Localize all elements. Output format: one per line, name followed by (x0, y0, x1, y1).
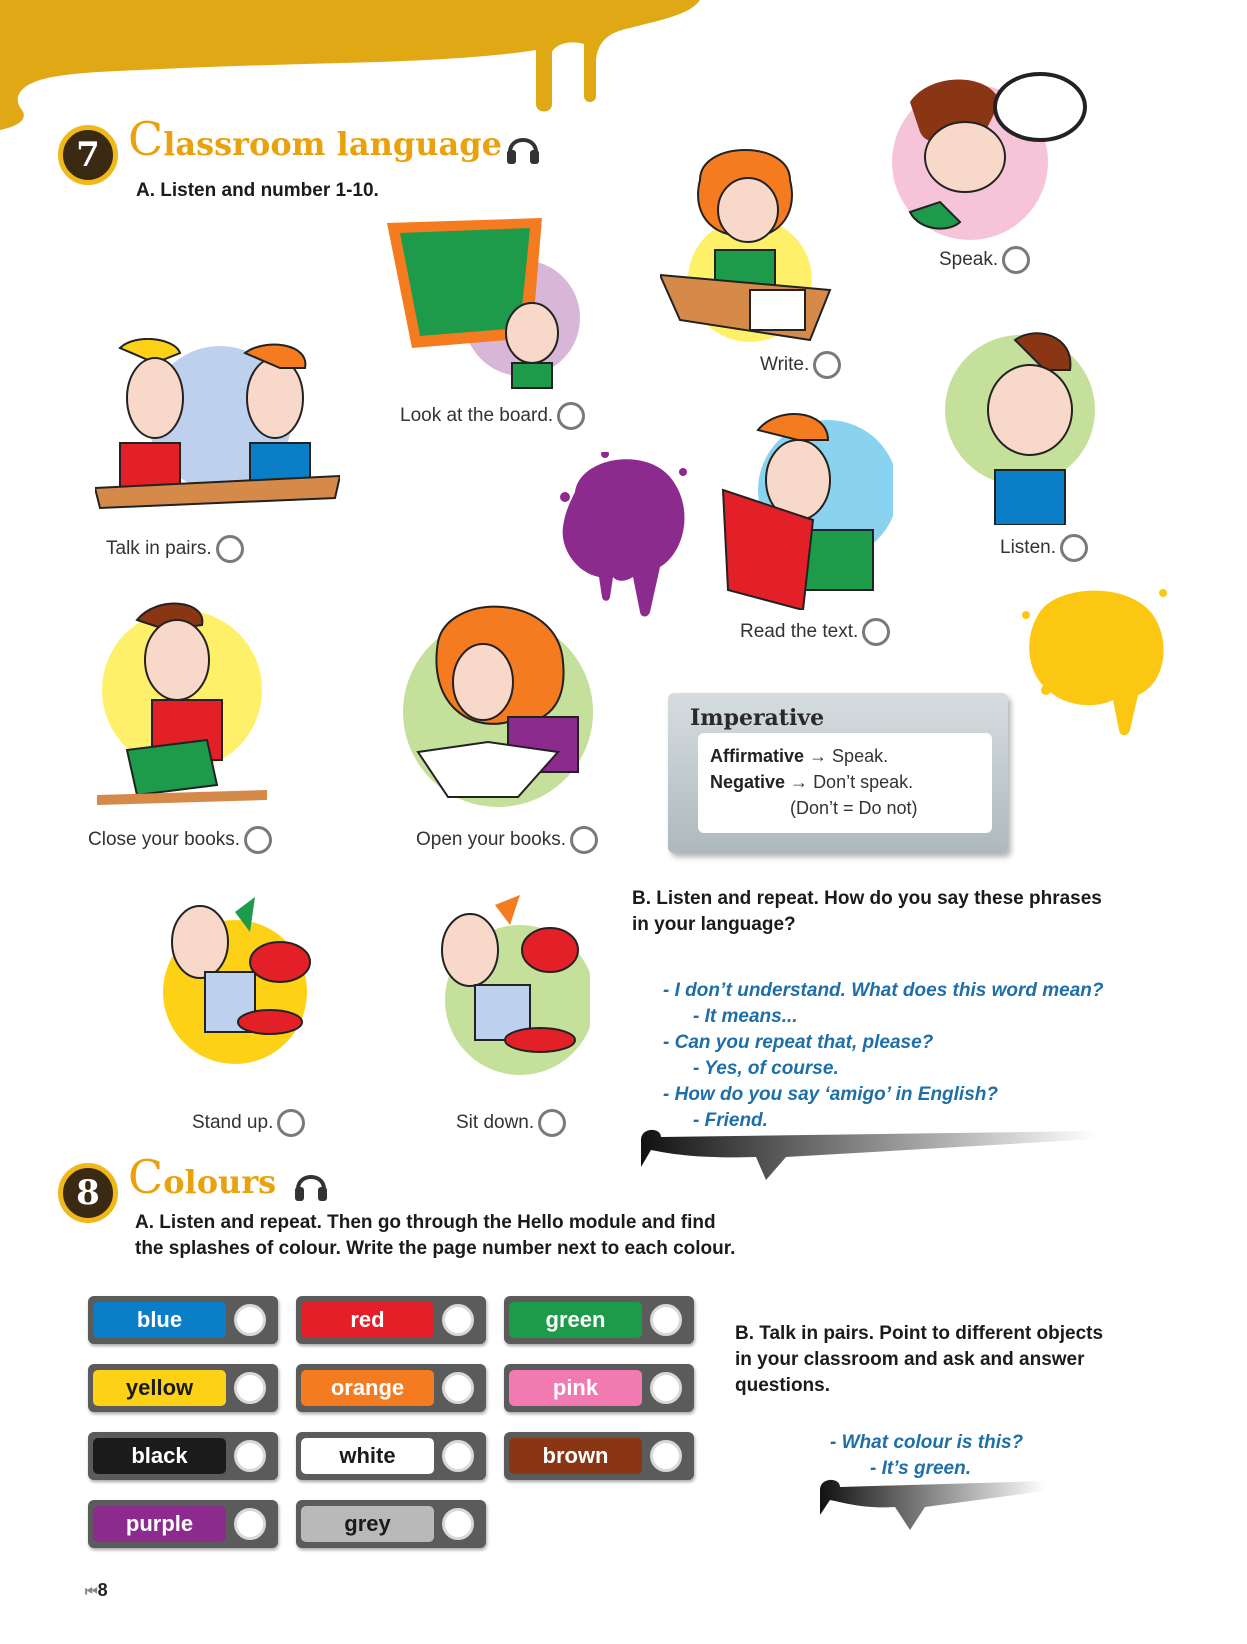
colour-chip-black (88, 1432, 278, 1480)
imperative-note: (Don’t = Do not) (790, 798, 918, 818)
dialogue-line: - It means... (693, 1006, 798, 1027)
speech-bubble-tail (636, 1125, 1096, 1185)
page-footer (85, 1580, 108, 1601)
negative-label: Negative (710, 772, 786, 792)
imperative-grammar-box (668, 693, 1008, 853)
colour-chip-brown (504, 1432, 694, 1480)
instruction-line: in your classroom and ask and answer (735, 1349, 1085, 1370)
imperative-title: Imperative (690, 705, 825, 731)
item-label: Listen. (1000, 537, 1056, 559)
colour-chip-red (296, 1296, 486, 1344)
affirmative-example: Speak. (832, 746, 889, 766)
read-the-text-label (740, 618, 890, 646)
answer-circle[interactable] (442, 1372, 474, 1404)
colour-chip-purple (88, 1500, 278, 1548)
open-your-books-label (416, 826, 598, 854)
imperative-content (698, 733, 992, 833)
section-7-number-badge (58, 125, 118, 185)
colour-name: red (301, 1302, 434, 1338)
rewind-icon[interactable]: ⏮ (85, 1583, 98, 1599)
answer-circle[interactable] (442, 1440, 474, 1472)
dialogue-line: - Yes, of course. (693, 1058, 839, 1079)
answer-circle[interactable] (234, 1372, 266, 1404)
headphones-icon[interactable] (293, 1165, 329, 1205)
answer-circle[interactable] (650, 1372, 682, 1404)
answer-circle[interactable] (538, 1109, 566, 1137)
instruction-line: questions. (735, 1375, 831, 1396)
dialogue-line: - Friend. (693, 1110, 768, 1131)
dialogue-7b (663, 978, 1104, 1134)
instruction-8b (735, 1321, 1103, 1399)
colour-chip-pink (504, 1364, 694, 1412)
item-label: Read the text. (740, 621, 859, 643)
colour-name: blue (93, 1302, 226, 1338)
title-initial: C (128, 112, 164, 166)
answer-circle[interactable] (277, 1109, 305, 1137)
read-the-text-illustration (718, 410, 893, 610)
section-8-title (128, 1150, 276, 1204)
speak-illustration (870, 62, 1090, 242)
answer-circle[interactable] (216, 535, 244, 563)
instruction-line: B. Talk in pairs. Point to different objects (735, 1323, 1104, 1344)
answer-circle[interactable] (234, 1440, 266, 1472)
write-label (760, 351, 841, 379)
colour-chip-white (296, 1432, 486, 1480)
section-7-title (128, 112, 502, 166)
item-label: Close your books. (88, 829, 241, 851)
instruction-7b (632, 886, 1102, 938)
answer-circle[interactable] (570, 826, 598, 854)
instruction-line: B. Listen and repeat. How do you say these phrases (632, 888, 1102, 909)
affirmative-label: Affirmative (710, 746, 805, 766)
colour-chip-yellow (88, 1364, 278, 1412)
stand-up-illustration (155, 892, 315, 1092)
item-label: Stand up. (192, 1112, 274, 1134)
answer-circle[interactable] (1002, 246, 1030, 274)
open-your-books-illustration (388, 602, 603, 807)
write-illustration (660, 140, 840, 350)
answer-circle[interactable] (557, 402, 585, 430)
sit-down-label (456, 1109, 566, 1137)
colour-name: green (509, 1302, 642, 1338)
answer-circle[interactable] (1060, 534, 1088, 562)
colour-chip-orange (296, 1364, 486, 1412)
sit-down-illustration (425, 890, 590, 1090)
item-label: Speak. (939, 249, 999, 271)
instruction-8a (135, 1210, 735, 1262)
colour-name: orange (301, 1370, 434, 1406)
item-label: Talk in pairs. (106, 538, 212, 560)
page-number: 8 (97, 1580, 108, 1600)
colour-name: black (93, 1438, 226, 1474)
answer-circle[interactable] (234, 1304, 266, 1336)
listen-illustration (945, 330, 1105, 525)
speech-bubble-tail (815, 1475, 1045, 1535)
section-8-number-badge (58, 1163, 118, 1223)
colour-name: purple (93, 1506, 226, 1542)
answer-circle[interactable] (650, 1440, 682, 1472)
close-your-books-label (88, 826, 272, 854)
colour-name: white (301, 1438, 434, 1474)
negative-line: Negative → Don’t speak. (710, 772, 914, 792)
answer-circle[interactable] (244, 826, 272, 854)
item-label: Look at the board. (400, 405, 554, 427)
speak-label (939, 246, 1030, 274)
stand-up-label (192, 1109, 305, 1137)
colour-name: grey (301, 1506, 434, 1542)
answer-circle[interactable] (442, 1508, 474, 1540)
title-rest: olours (163, 1163, 277, 1201)
answer-circle[interactable] (862, 618, 890, 646)
dialogue-line: - Can you repeat that, please? (663, 1032, 934, 1053)
title-initial: C (128, 1150, 164, 1204)
dialogue-line: - I don’t understand. What does this word mean? (663, 980, 1104, 1001)
answer-circle[interactable] (650, 1304, 682, 1336)
colour-chip-grey (296, 1500, 486, 1548)
colour-chip-green (504, 1296, 694, 1344)
board-illustration (382, 218, 602, 398)
instruction-7a: A. Listen and number 1-10. (136, 180, 379, 201)
talk-in-pairs-illustration (95, 338, 340, 518)
instruction-line: the splashes of colour. Write the page number next to each colour. (135, 1238, 736, 1259)
section-number: 7 (76, 135, 100, 175)
item-label: Open your books. (416, 829, 566, 851)
title-rest: lassroom language (163, 125, 502, 163)
close-your-books-illustration (97, 600, 267, 810)
item-label: Sit down. (456, 1112, 535, 1134)
colour-chip-blue (88, 1296, 278, 1344)
instruction-line: in your language? (632, 914, 796, 935)
colour-name: brown (509, 1438, 642, 1474)
answer-circle[interactable] (813, 351, 841, 379)
answer-circle[interactable] (234, 1508, 266, 1540)
yellow-splash (1018, 585, 1168, 755)
dialogue-line: - What colour is this? (830, 1432, 1024, 1453)
dialogue-line: - It’s green. (870, 1458, 972, 1479)
instruction-line: A. Listen and repeat. Then go through the Hello module and find (135, 1212, 716, 1233)
section-number: 8 (76, 1173, 100, 1213)
look-at-board-label (400, 402, 585, 430)
item-label: Write. (760, 354, 810, 376)
affirmative-line: Affirmative → Speak. (710, 746, 889, 766)
colour-name: yellow (93, 1370, 226, 1406)
colour-name: pink (509, 1370, 642, 1406)
talk-in-pairs-label (106, 535, 244, 563)
negative-example: Don’t speak. (813, 772, 914, 792)
answer-circle[interactable] (442, 1304, 474, 1336)
listen-label (1000, 534, 1088, 562)
headphones-icon[interactable] (505, 128, 541, 168)
dialogue-line: - How do you say ‘amigo’ in English? (663, 1084, 998, 1105)
